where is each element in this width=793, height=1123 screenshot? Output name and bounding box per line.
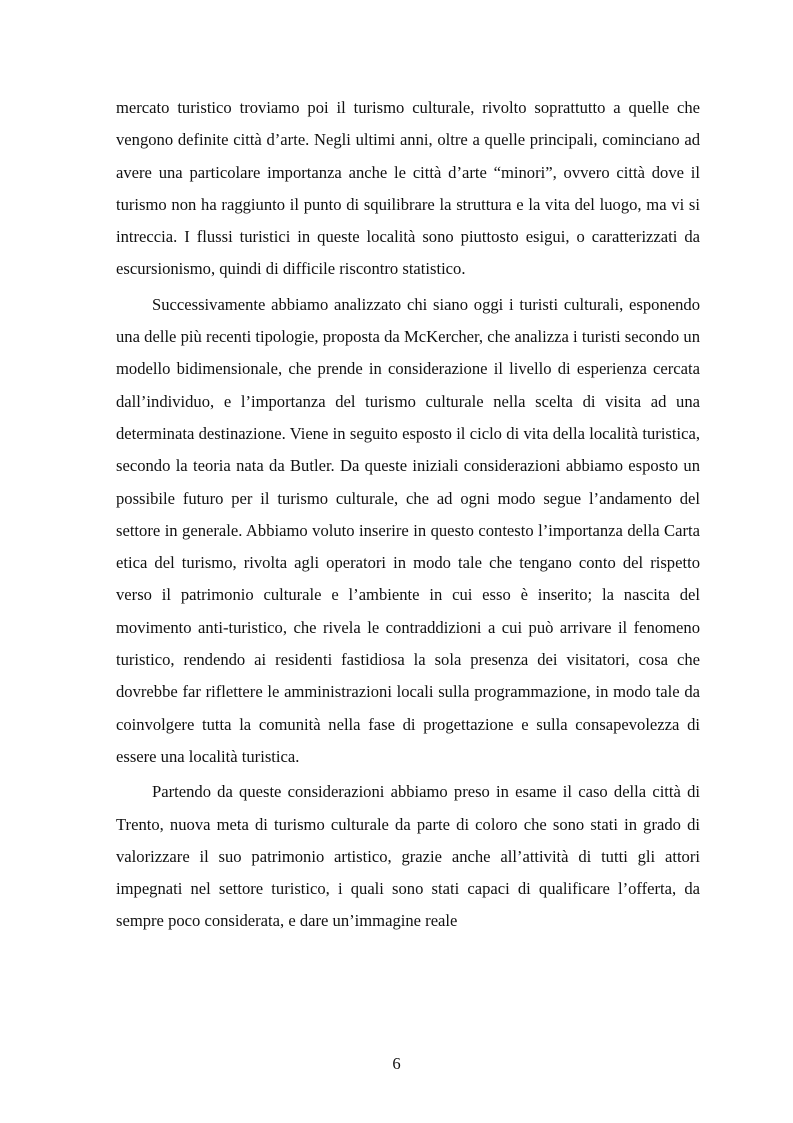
body-text	[116, 92, 700, 938]
page-number: 6	[392, 1054, 401, 1073]
paragraph-trento: Partendo da queste considerazioni abbiamo preso in esame il caso della città di Trento, nuova meta di turismo culturale da parte di coloro che sono stati in grado di valorizzare il suo patrimonio artistico, grazie anche all’attività di tutti gli attori impegnati nel settore turistico, i quali sono stati capaci di qualificare l’offerta, da sempre poco considerata, e dare un’immagine reale	[116, 782, 700, 931]
paragraph-continued: mercato turistico troviamo poi il turismo culturale, rivolto soprattutto a quelle che vengono definite città d’arte. Negli ultimi anni, oltre a quelle principali, cominciano ad avere una particolare importanza anche le città d’arte “minori”, ovvero città dove il turismo non ha raggiunto il punto di squilibrare la struttura e la vita del luogo, ma vi si intreccia. I flussi turistici in queste località sono piuttosto esigui, o caratterizzati da escursionismo, quindi di difficile riscontro statistico.	[116, 98, 700, 279]
paragraph-tipologie: Successivamente abbiamo analizzato chi siano oggi i turisti culturali, esponendo una delle più recenti tipologie, proposta da McKercher, che analizza i turisti secondo un modello bidimensionale, che prende in considerazione il livello di esperienza cercata dall’individuo, e l’importanza del turismo culturale nella scelta di visita ad una determinata destinazione. Viene in seguito esposto il ciclo di vita della località turistica, secondo la teoria nata da Butler. Da queste iniziali considerazioni abbiamo esposto un possibile futuro per il turismo culturale, che ad ogni modo segue l’andamento del settore in generale. Abbiamo voluto inserire in questo contesto l’importanza della Carta etica del turismo, rivolta agli operatori in modo tale che tengano conto del rispetto verso il patrimonio culturale e l’ambiente in cui esso è inserito; la nascita del movimento anti-turistico, che rivela le contraddizioni a cui può arrivare il fenomeno turistico, rendendo ai residenti fastidiosa la sola presenza dei visitatori, cosa che dovrebbe far riflettere le amministrazioni locali sulla programmazione, in modo tale da coinvolgere tutta la comunità nella fase di progettazione e sulla consapevolezza di essere una località turistica.	[116, 294, 700, 766]
